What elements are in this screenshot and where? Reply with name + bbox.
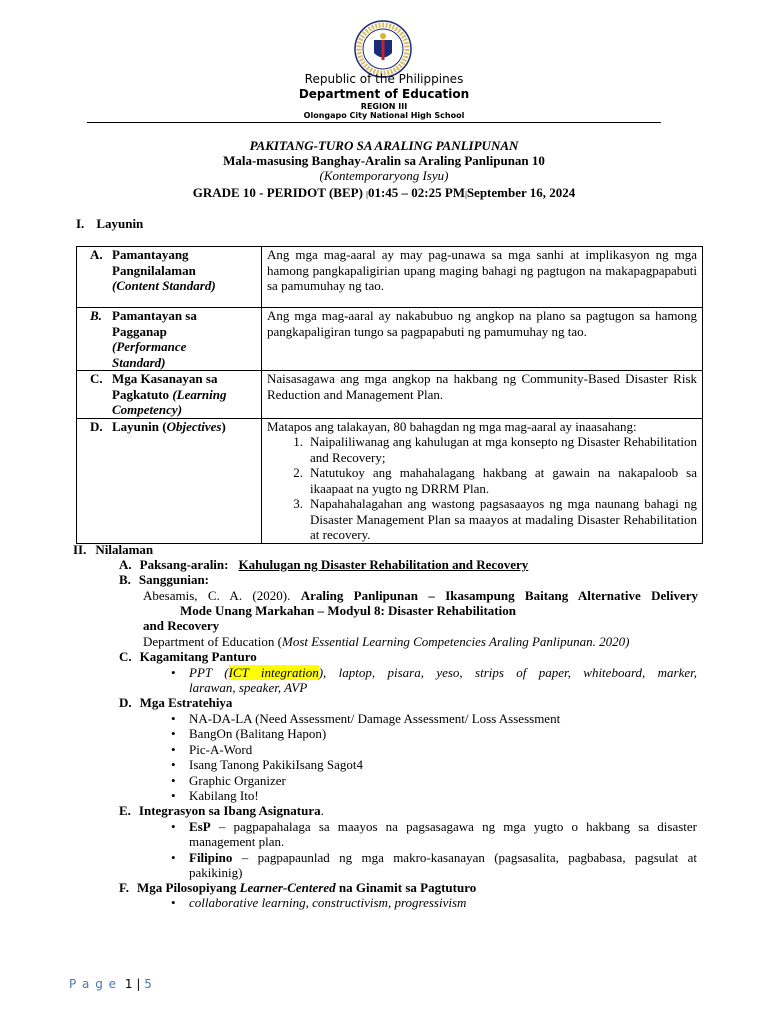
page-footer: P a g e 1 | 5 <box>69 977 152 991</box>
objectives-list <box>267 434 697 543</box>
row-a-label: A. Pamantayang Pangnilalaman (Content Standard) <box>77 247 262 308</box>
topic-value: Kahulugan ng Disaster Rehabilitation and Recovery <box>238 557 529 572</box>
school-line: Olongapo City National High School <box>303 111 465 120</box>
region-line: REGION III <box>360 102 408 111</box>
table-row <box>77 308 703 371</box>
list-item: • Kabilang Ito! <box>171 788 259 804</box>
list-item: • Graphic Organizer <box>171 772 286 788</box>
doc-subtitle: Mala-masusing Banghay-Aralin sa Araling Panlipunan 10 <box>223 153 545 168</box>
philosophies-item: • collaborative learning, constructivism, progressivism <box>171 895 467 910</box>
objectives-intro: Matapos ang talakayan, 80 bahagdan ng mga mag-aaral ay inaasahang: <box>267 418 637 434</box>
page-total: 5 <box>144 977 152 991</box>
class-schedule: GRADE 10 - PERIDOT (BEP) |01:45 – 02:25 PM|September 16, 2024 <box>192 185 576 200</box>
row-b-label: B. Pamantayan sa Pagganap (Performance Standard) <box>77 308 262 371</box>
integration-esp: • EsP – pagpapahalaga sa maayos na pagsasagawa ng mga yugto o hakbang sa disaster management plan. <box>171 819 697 849</box>
table-row <box>77 247 703 308</box>
row-d-text <box>262 418 703 543</box>
reference-2: Department of Education (Most Essential Learning Competencies Araling Panlipunan. 2020) <box>143 634 630 649</box>
list-item: • Pic-A-Word <box>171 741 253 757</box>
row-d-label: D. Layunin (Objectives) <box>77 418 262 543</box>
row-a-text: Ang mga mag-aaral ay may pag-unawa sa mga sanhi at implikasyon ng mga hamong pangkapaligirian upang maging bahagi ng pagtugon na makapagpapabuti sa pamumuhay ng tao. <box>262 247 703 308</box>
table-row <box>77 418 703 543</box>
doc-title: PAKITANG-TURO SA ARALING PANLIPUNAN <box>249 138 519 153</box>
class-section: GRADE 10 - PERIDOT (BEP) <box>192 185 367 200</box>
class-date: September 16, 2024 <box>466 185 576 200</box>
table-row <box>77 371 703 419</box>
list-item: • NA-DA-LA (Need Assessment/ Damage Assessment/ Loss Assessment <box>171 711 561 726</box>
section-2-heading: II. Nilalaman <box>73 542 154 557</box>
header-divider <box>87 122 661 123</box>
philosophies-heading: F. Mga Pilosopiyang Learner-Centered na Ginamit sa Pagtuturo <box>119 880 477 895</box>
list-item: 3. Napahahalagahan ang wastong pagsasaayos ng mga naunang bahagi ng Disaster Management Plan sa maayos at madaling Disaster Rehabilitation at recovery. <box>293 496 697 542</box>
class-time: 01:45 – 02:25 PM <box>367 185 466 200</box>
row-c-text: Naisasagawa ang mga angkop na hakbang ng Community-Based Disaster Risk Reduction and Management Plan. <box>262 371 703 419</box>
topic-line: A. Paksang-aralin: Kahulugan ng Disaster Rehabilitation and Recovery <box>119 557 529 572</box>
deped-seal <box>354 20 412 78</box>
list-item: 1. Naipaliliwanag ang kahulugan at mga konsepto ng Disaster Rehabilitation and Recovery; <box>293 434 697 465</box>
page-number: 1 <box>124 977 133 991</box>
reference-1: Abesamis, C. A. (2020). Araling Panlipunan – Ikasampung Baitang Alternative Delivery Mode Unang Markahan – Modyul 8: Disaster Rehabilitation and Recovery <box>143 588 698 633</box>
integration-filipino: • Filipino – pagpapaunlad ng mga makro-kasanayan (pagsasalita, pagbabasa, pagsulat at pakikinig) <box>171 850 697 880</box>
department-line: Department of Education <box>298 87 470 101</box>
list-item: • BangOn (Balitang Hapon) <box>171 726 327 742</box>
list-item: 2. Natutukoy ang mahahalagang hakbang at gawain na nakapaloob sa ikaapaat na yugto ng DRRM Plan. <box>293 465 697 496</box>
objectives-table <box>76 246 703 544</box>
section-1-heading: I. Layunin <box>76 216 144 231</box>
strategies-heading: D. Mga Estratehiya <box>119 695 233 710</box>
row-c-label: C. Mga Kasanayan sa Pagkatuto (Learning Competency) <box>77 371 262 419</box>
materials-heading: C. Kagamitang Panturo <box>119 649 257 664</box>
republic-line: Republic of the Philippines <box>304 72 464 86</box>
integration-heading: E. Integrasyon sa Ibang Asignatura. <box>119 803 324 818</box>
strategies-list <box>171 711 561 804</box>
row-b-text: Ang mga mag-aaral ay nakabubuo ng angkop na plano sa pagtugon sa hamong pangkapaligiran tungo sa pagpapabuti ng pamumuhay ng tao. <box>262 308 703 371</box>
references-heading: B. Sanggunian: <box>119 572 210 587</box>
page-word: P a g e <box>69 977 118 991</box>
doc-topic: (Kontemporaryong Isyu) <box>319 168 449 183</box>
materials-item: • PPT (ICT integration), laptop, pisara, yeso, strips of paper, whiteboard, marker, larawan, speaker, AVP <box>171 665 697 695</box>
ict-highlight: ICT integration <box>228 665 319 680</box>
list-item: • Isang Tanong PakikiIsang Sagot4 <box>171 757 363 773</box>
